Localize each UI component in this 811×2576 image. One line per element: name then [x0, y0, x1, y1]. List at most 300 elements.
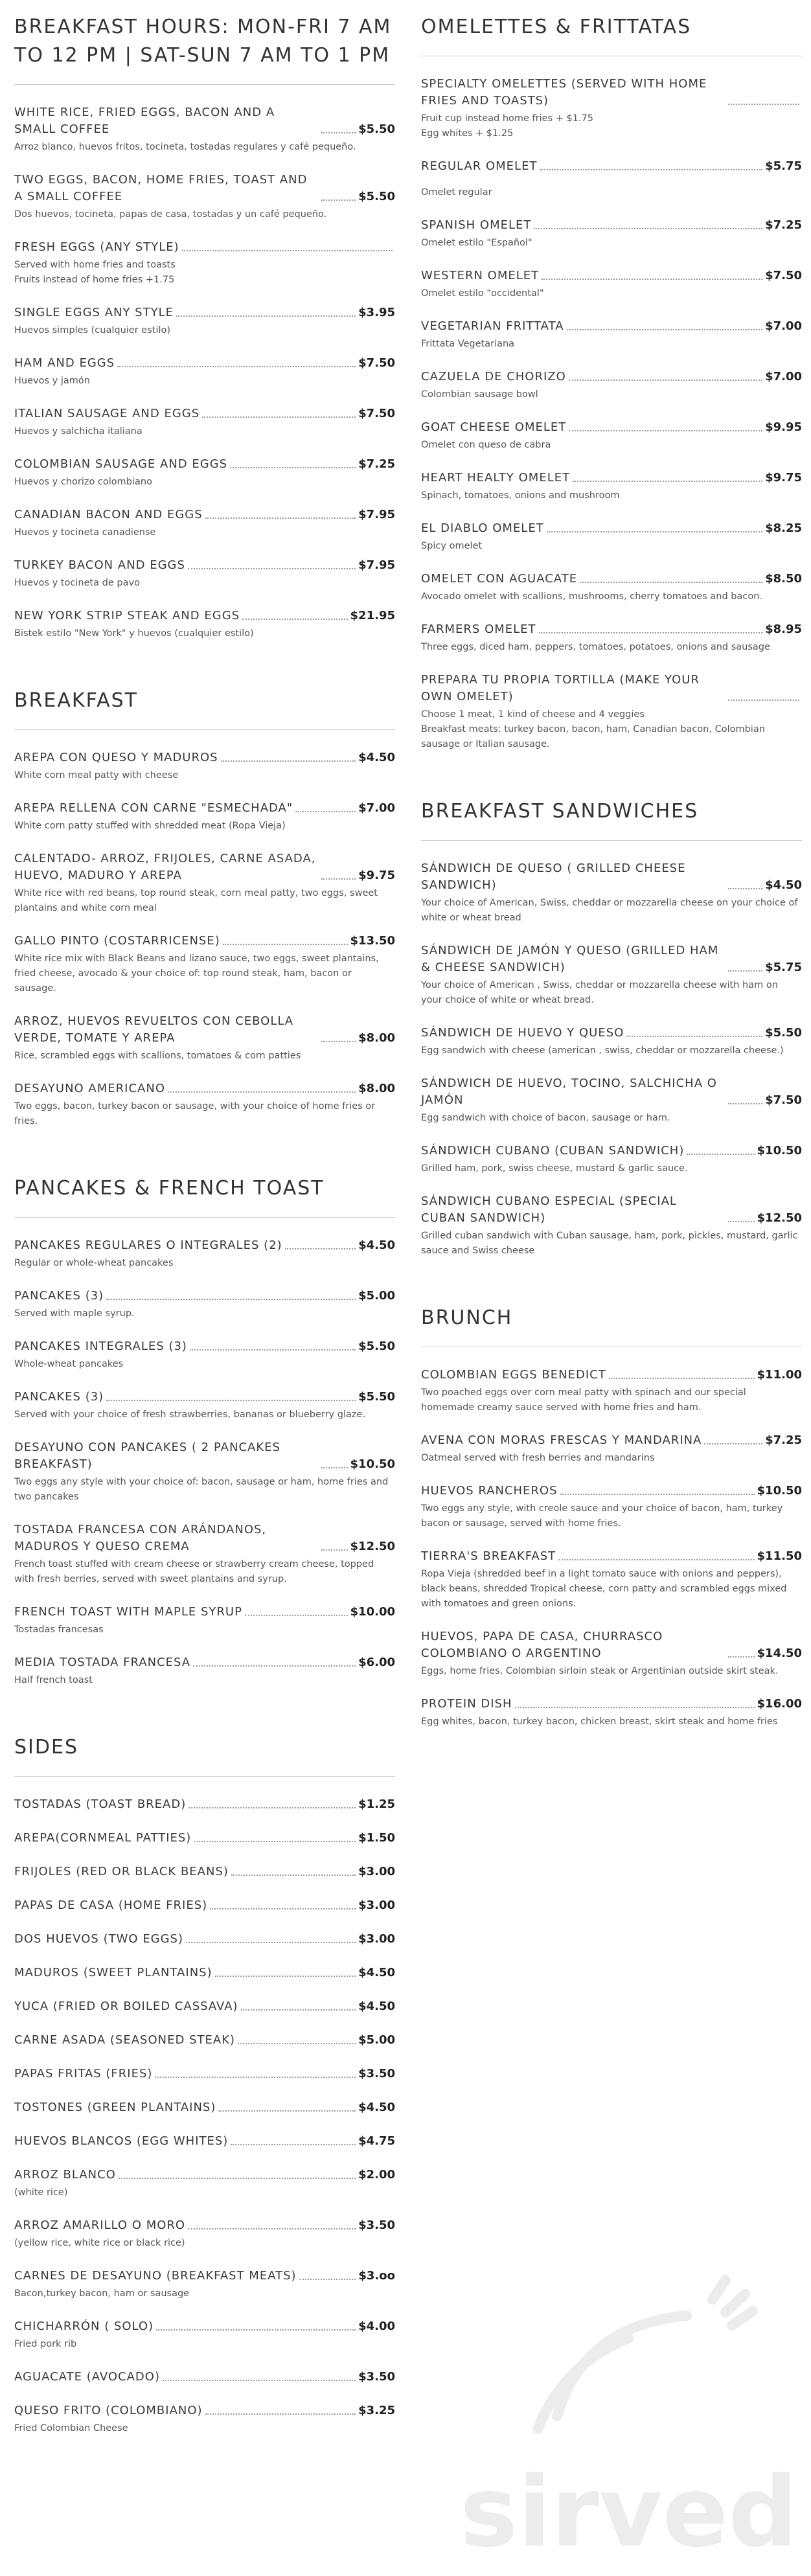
- menu-item-description: Two eggs, bacon, turkey bacon or sausage, with your choice of home fries or fries.: [14, 1101, 376, 1126]
- menu-item-header: [421, 1432, 802, 1449]
- menu-item: [14, 1522, 395, 1587]
- menu-item-header: [421, 571, 802, 587]
- menu-item-name: SINGLE EGGS ANY STYLE: [14, 306, 174, 319]
- dotted-leader: [182, 250, 393, 251]
- dotted-leader: [321, 1467, 348, 1468]
- menu-item-name: SÁNDWICH DE QUESO ( GRILLED CHEESE SANDWICH): [421, 861, 686, 892]
- menu-item: [421, 1548, 802, 1612]
- section-divider: [14, 729, 395, 730]
- menu-item-header: [14, 1237, 395, 1254]
- menu-item: [14, 405, 395, 439]
- menu-item-description: Rice, scrambled eggs with scallions, tomatoes & corn patties: [14, 1051, 301, 1061]
- dotted-leader: [295, 811, 356, 812]
- menu-item: [14, 355, 395, 389]
- dotted-leader: [188, 568, 356, 569]
- menu-item-description: Bistek estilo "New York" y huevos (cualquier estilo): [14, 628, 254, 639]
- menu-item-description: Served with your choice of fresh strawberries, bananas or blueberry glaze.: [14, 1409, 366, 1420]
- menu-item: [14, 749, 395, 783]
- menu-item-name: SPECIALTY OMELETTES (SERVED WITH HOME FRIES AND TOASTS): [421, 77, 707, 108]
- menu-item-name: DESAYUNO AMERICANO: [14, 1082, 165, 1095]
- menu-item-name: FRIJOLES (RED OR BLACK BEANS): [14, 1865, 229, 1878]
- menu-item: [14, 2133, 395, 2150]
- menu-item-name: GOAT CHEESE OMELET: [421, 420, 567, 434]
- menu-item-description: Grilled ham, pork, swiss cheese, mustard & garlic sauce.: [421, 1163, 688, 1174]
- dotted-leader: [728, 888, 762, 889]
- menu-item-name: CARNES DE DESAYUNO (BREAKFAST MEATS): [14, 2269, 297, 2283]
- menu-item-name: ARROZ, HUEVOS REVUELTOS CON CEBOLLA VERDE, TOMATE Y AREPA: [14, 1014, 294, 1045]
- menu-item-header: [14, 304, 395, 321]
- menu-item: [421, 1193, 802, 1259]
- menu-item-name: PAPAS DE CASA (HOME FRIES): [14, 1898, 208, 1912]
- menu-item-description: Egg sandwich with choice of bacon, sausage or ham.: [421, 1113, 670, 1123]
- menu-item-description: Fruit cup instead home fries + $1.75: [421, 113, 593, 124]
- menu-item-header: [14, 933, 395, 950]
- menu-item-name: ARROZ AMARILLO O MORO: [14, 2218, 186, 2232]
- menu-item: [421, 1432, 802, 1466]
- menu-item: [14, 1288, 395, 1321]
- menu-item-description: Frittata Vegetariana: [421, 339, 515, 349]
- menu-item-price: $5.50: [358, 1339, 395, 1353]
- menu-item-header: [14, 104, 395, 138]
- menu-item-price: $9.95: [765, 420, 802, 434]
- dotted-leader: [569, 380, 762, 381]
- dotted-leader: [221, 760, 356, 762]
- menu-item-description: Oatmeal served with fresh berries and mandarins: [421, 1453, 655, 1463]
- menu-item-name: VEGETARIAN FRITTATA: [421, 319, 564, 333]
- section-divider: [14, 1217, 395, 1218]
- menu-item-header: [421, 1696, 802, 1713]
- menu-item: [421, 621, 802, 655]
- menu-item-price: $21.95: [350, 609, 395, 622]
- menu-item-price: $8.50: [765, 572, 802, 586]
- menu-item-price: $3.50: [358, 2370, 395, 2384]
- menu-item-description: Tostadas francesas: [14, 1624, 104, 1635]
- menu-item-price: $7.00: [358, 801, 395, 815]
- menu-item-header: [14, 1796, 395, 1813]
- menu-item-price: $8.95: [765, 622, 802, 636]
- menu-item: [14, 172, 395, 222]
- menu-item-header: [421, 268, 802, 284]
- menu-item: [421, 76, 802, 141]
- menu-item: [421, 1367, 802, 1415]
- menu-item-name: CHICHARRÓN ( SOLO): [14, 2320, 154, 2333]
- dotted-leader: [321, 878, 356, 880]
- menu-item-name: ITALIAN SAUSAGE AND EGGS: [14, 407, 200, 420]
- menu-item-header: [14, 2133, 395, 2150]
- dotted-leader: [547, 531, 762, 532]
- menu-item-header: [14, 2099, 395, 2116]
- dotted-leader: [218, 2110, 356, 2112]
- menu-item-header: [421, 1548, 802, 1565]
- dotted-leader: [321, 132, 356, 133]
- menu-item-name: EL DIABLO OMELET: [421, 521, 544, 535]
- dotted-leader: [230, 467, 356, 468]
- menu-section-breakfast: [14, 687, 395, 1129]
- dotted-leader: [580, 582, 762, 583]
- watermark-text: sirved: [460, 2456, 790, 2565]
- menu-item-name: TWO EGGS, BACON, HOME FRIES, TOAST AND A SMALL COFFEE: [14, 173, 308, 203]
- menu-item-name: AREPA(CORNMEAL PATTIES): [14, 1831, 192, 1845]
- menu-item-header: [14, 239, 395, 256]
- menu-item-price: $4.50: [358, 2101, 395, 2114]
- menu-item-name: DOS HUEVOS (TWO EGGS): [14, 1932, 183, 1946]
- menu-item: [14, 1604, 395, 1637]
- right-column: [421, 13, 802, 1775]
- dotted-leader: [728, 970, 762, 972]
- dotted-leader: [106, 1400, 356, 1401]
- dotted-leader: [231, 1875, 356, 1876]
- menu-item-price: $6.00: [358, 1656, 395, 1669]
- menu-item-header: [421, 76, 802, 109]
- menu-item-name: HUEVOS, PAPA DE CASA, CHURRASCO COLOMBIANO O ARGENTINO: [421, 1630, 663, 1660]
- menu-item-price: $5.00: [358, 2033, 395, 2047]
- menu-item-description: White corn meal patty with cheese: [14, 770, 179, 781]
- menu-item-price: $3.50: [358, 2067, 395, 2080]
- menu-item-price: $2.00: [358, 2168, 395, 2182]
- menu-item: [14, 1080, 395, 1129]
- menu-item-description: Two poached eggs over corn meal patty with spinach and our special homemade creamy sauce served with home fries and ham.: [421, 1387, 746, 1413]
- menu-item: [14, 2217, 395, 2251]
- menu-item-price: $8.25: [765, 521, 802, 535]
- menu-item-price: $3.95: [358, 306, 395, 319]
- dotted-leader: [540, 169, 762, 170]
- menu-item-header: [14, 2032, 395, 2049]
- menu-item: [421, 1483, 802, 1531]
- menu-item-header: [14, 1931, 395, 1948]
- menu-item: [14, 104, 395, 155]
- dotted-leader: [321, 199, 356, 201]
- menu-item-price: $7.50: [358, 407, 395, 420]
- menu-item: [14, 456, 395, 490]
- dotted-leader: [321, 1041, 356, 1042]
- menu-item-name: TOSTONES (GREEN PLANTAINS): [14, 2101, 216, 2114]
- menu-item-header: [14, 850, 395, 884]
- menu-item-name: QUESO FRITO (COLOMBIANO): [14, 2404, 203, 2417]
- menu-item-header: [421, 1193, 802, 1227]
- menu-item-price: $7.50: [765, 1093, 802, 1107]
- dotted-leader: [119, 2178, 356, 2179]
- menu-item-price: $5.50: [358, 122, 395, 136]
- menu-item: [14, 2402, 395, 2436]
- menu-item: [14, 1338, 395, 1372]
- menu-item-header: [14, 1338, 395, 1355]
- menu-item: [421, 158, 802, 200]
- menu-item-name: SÁNDWICH DE JAMÓN Y QUESO (GRILLED HAM & CHEESE SANDWICH): [421, 944, 719, 974]
- menu-item-description: Huevos y tocineta canadiense: [14, 527, 156, 538]
- menu-item-name: NEW YORK STRIP STEAK AND EGGS: [14, 609, 240, 622]
- menu-item-price: $10.00: [350, 1605, 395, 1619]
- menu-item-name: SÁNDWICH DE HUEVO, TOCINO, SALCHICHA O JAMÓN: [421, 1077, 717, 1107]
- dotted-leader: [687, 1154, 754, 1155]
- menu-item-description: Grilled cuban sandwich with Cuban sausage, ham, pork, pickles, mustard, garlic sauce and Swiss cheese: [421, 1231, 798, 1256]
- menu-item: [14, 2369, 395, 2386]
- menu-item-price: $4.50: [358, 1966, 395, 1979]
- menu-item: [14, 800, 395, 834]
- section-title: OMELETTES & FRITTATAS: [421, 16, 692, 38]
- menu-item-price: $7.00: [765, 319, 802, 333]
- menu-item-description: Egg whites, bacon, turkey bacon, chicken breast, skirt steak and home fries: [421, 1716, 778, 1727]
- section-title: BREAKFAST HOURS: MON-FRI 7 AM TO 12 PM | SAT-SUN 7 AM TO 1 PM: [14, 16, 392, 67]
- menu-item-description: Whole-wheat pancakes: [14, 1359, 124, 1369]
- menu-item-price: $10.50: [757, 1144, 802, 1157]
- menu-item: [421, 369, 802, 402]
- menu-item-description: (yellow rice, white rice or black rice): [14, 2238, 185, 2248]
- menu-item-name: REGULAR OMELET: [421, 159, 538, 173]
- menu-item-name: TOSTADA FRANCESA CON ARÁNDANOS, MADUROS Y QUESO CREMA: [14, 1523, 267, 1553]
- dotted-leader: [728, 1221, 755, 1222]
- menu-item-name: SÁNDWICH CUBANO ESPECIAL (SPECIAL CUBAN SANDWICH): [421, 1194, 677, 1225]
- dotted-leader: [205, 2413, 356, 2415]
- dotted-leader: [241, 2009, 356, 2011]
- menu-item: [14, 1796, 395, 1813]
- menu-item-price: $10.50: [757, 1484, 802, 1498]
- menu-item: [421, 672, 802, 752]
- menu-item-price: $5.50: [358, 190, 395, 203]
- menu-item-price: $14.50: [757, 1647, 802, 1660]
- menu-item-description: (white rice): [14, 2187, 68, 2198]
- menu-item-price: $4.75: [358, 2134, 395, 2148]
- menu-item-name: HAM AND EGGS: [14, 356, 115, 370]
- section-title: BRUNCH: [421, 1306, 513, 1329]
- menu-item: [421, 1696, 802, 1729]
- dotted-leader: [194, 1841, 356, 1842]
- menu-item-description: White corn patty stuffed with shredded meat (Ropa Vieja): [14, 821, 286, 831]
- dotted-leader: [515, 1707, 755, 1708]
- menu-item-header: [421, 470, 802, 486]
- dotted-leader: [321, 1549, 348, 1551]
- menu-section-sides: [14, 1733, 395, 2436]
- menu-item-description: Arroz blanco, huevos fritos, tocineta, tostadas regulares y café pequeño.: [14, 142, 356, 152]
- menu-item-description: Egg sandwich with cheese (american , swiss, cheddar or mozzarella cheese.): [421, 1045, 784, 1056]
- fork-knife-plate-icon: [453, 2254, 790, 2565]
- section-title: PANCAKES & FRENCH TOAST: [14, 1177, 325, 1200]
- menu-item: [14, 608, 395, 641]
- menu-item-header: [14, 1439, 395, 1473]
- menu-item-name: PANCAKES INTEGRALES (3): [14, 1339, 187, 1353]
- menu-item-name: CARNE ASADA (SEASONED STEAK): [14, 2033, 235, 2047]
- dotted-leader: [223, 944, 348, 945]
- menu-item: [421, 217, 802, 251]
- sirved-watermark: [453, 2254, 790, 2565]
- menu-item: [421, 1628, 802, 1679]
- menu-item-description: Choose 1 meat, 1 kind of cheese and 4 veggies: [421, 709, 645, 720]
- menu-item-header: [421, 419, 802, 436]
- menu-item-description: Your choice of American , Swiss, cheddar or mozzarella cheese with ham on your choice of white or wheat bread.: [421, 980, 778, 1005]
- menu-item: [14, 2032, 395, 2049]
- dotted-leader: [190, 1349, 356, 1351]
- menu-item-header: [14, 1604, 395, 1621]
- menu-section-pancakes-french-toast: [14, 1174, 395, 1688]
- dotted-leader: [569, 430, 762, 431]
- menu-item: [14, 557, 395, 591]
- dotted-leader: [558, 1559, 754, 1560]
- dotted-leader: [238, 2043, 356, 2044]
- menu-item: [421, 318, 802, 352]
- menu-item-price: $5.75: [765, 961, 802, 974]
- menu-item-name: OMELET CON AGUACATE: [421, 572, 578, 586]
- menu-item: [421, 419, 802, 453]
- section-divider: [421, 840, 802, 841]
- menu-item-header: [14, 1013, 395, 1047]
- menu-item-price: $16.00: [757, 1697, 802, 1711]
- menu-item-header: [14, 1288, 395, 1305]
- menu-item: [421, 860, 802, 926]
- menu-item-description: Omelet con queso de cabra: [421, 440, 551, 450]
- dotted-leader: [539, 632, 763, 633]
- menu-item-price: $7.50: [358, 356, 395, 370]
- menu-section-omelettes-frittatas: [421, 13, 802, 752]
- dotted-leader: [202, 416, 356, 418]
- menu-item: [421, 268, 802, 301]
- menu-item-header: [421, 217, 802, 234]
- menu-item-price: $7.25: [358, 457, 395, 471]
- dotted-leader: [231, 2144, 356, 2145]
- dotted-leader: [728, 104, 799, 105]
- menu-item-price: $7.25: [765, 218, 802, 232]
- menu-item-name: MADUROS (SWEET PLANTAINS): [14, 1966, 212, 1979]
- dotted-leader: [168, 1091, 356, 1093]
- menu-item-name: SÁNDWICH DE HUEVO Y QUESO: [421, 1026, 624, 1040]
- menu-item-header: [421, 1628, 802, 1662]
- menu-item: [421, 470, 802, 503]
- menu-item-description: Served with home fries and toasts: [14, 260, 176, 270]
- dotted-leader: [567, 329, 763, 330]
- menu-item-name: TOSTADAS (TOAST BREAD): [14, 1797, 187, 1811]
- menu-item-description: Dos huevos, tocineta, papas de casa, tostadas y un café pequeño.: [14, 209, 327, 220]
- dotted-leader: [186, 1942, 356, 1943]
- menu-item-price: $7.50: [765, 269, 802, 282]
- menu-item: [421, 1025, 802, 1058]
- menu-item-price: $4.50: [358, 2000, 395, 2013]
- menu-item-name: CAZUELA DE CHORIZO: [421, 370, 566, 383]
- menu-item-name: SPANISH OMELET: [421, 218, 532, 232]
- menu-item-price: $4.50: [358, 751, 395, 764]
- menu-item-header: [14, 800, 395, 817]
- menu-item-price: $11.50: [757, 1549, 802, 1563]
- menu-item-name: PROTEIN DISH: [421, 1697, 512, 1711]
- menu-item-description: Spinach, tomatoes, onions and mushroom: [421, 490, 620, 501]
- dotted-leader: [188, 1807, 356, 1808]
- menu-item-header: [421, 318, 802, 335]
- menu-item-price: $5.50: [358, 1390, 395, 1404]
- dotted-leader: [117, 366, 356, 367]
- menu-item-header: [14, 355, 395, 372]
- menu-item-price: $12.50: [350, 1540, 395, 1553]
- dotted-leader: [299, 2279, 356, 2280]
- menu-item-price: $1.25: [358, 1797, 395, 1811]
- menu-item-name: MEDIA TOSTADA FRANCESA: [14, 1656, 191, 1669]
- menu-item-description: Huevos simples (cualquier estilo): [14, 325, 171, 336]
- menu-item-name: ARROZ BLANCO: [14, 2168, 116, 2182]
- menu-item-description: Egg whites + $1.25: [421, 128, 514, 139]
- section-divider: [14, 1776, 395, 1777]
- menu-item: [14, 1013, 395, 1064]
- menu-item-name: TIERRA'S BREAKFAST: [421, 1549, 556, 1563]
- menu-item-price: $5.50: [765, 1026, 802, 1040]
- dotted-leader: [205, 518, 356, 519]
- menu-item: [14, 1654, 395, 1688]
- dotted-leader: [215, 1976, 356, 1977]
- menu-item-description: Fried Colombian Cheese: [14, 2423, 128, 2434]
- menu-item-header: [14, 1998, 395, 2015]
- menu-item: [14, 1830, 395, 1847]
- menu-item-description: Fruits instead of home fries +1.75: [14, 275, 175, 285]
- menu-item-description: White rice mix with Black Beans and lizano sauce, two eggs, sweet plantains, fried cheese, avocado & your choice of: top round steak, ham, bacon or sausage.: [14, 953, 379, 994]
- menu-item-description: Huevos y tocineta de pavo: [14, 578, 140, 588]
- menu-item-header: [14, 749, 395, 766]
- menu-section-brunch: [421, 1304, 802, 1729]
- menu-item-name: WHITE RICE, FRIED EGGS, BACON AND A SMALL COFFEE: [14, 106, 275, 136]
- menu-item-name: PANCAKES (3): [14, 1289, 104, 1303]
- section-title: SIDES: [14, 1736, 78, 1759]
- dotted-leader: [573, 481, 762, 482]
- menu-item-name: GALLO PINTO (COSTARRICENSE): [14, 934, 220, 948]
- menu-item-description: Omelet estilo "occidental": [421, 288, 544, 299]
- menu-item-header: [14, 2369, 395, 2386]
- menu-item-header: [14, 405, 395, 422]
- menu-item-description: Colombian sausage bowl: [421, 389, 538, 400]
- menu-item-header: [421, 158, 802, 175]
- menu-item-description: Served with maple syrup.: [14, 1308, 135, 1319]
- dotted-leader: [188, 2228, 356, 2229]
- menu-item-price: $8.00: [358, 1082, 395, 1095]
- dotted-leader: [245, 1615, 348, 1616]
- menu-item: [14, 2167, 395, 2200]
- menu-item-description: Bacon,turkey bacon, ham or sausage: [14, 2288, 190, 2299]
- menu-item-header: [14, 1864, 395, 1880]
- menu-item: [14, 304, 395, 338]
- menu-item-header: [421, 621, 802, 638]
- dotted-leader: [560, 1494, 755, 1495]
- menu-item-description: Two eggs any style, with creole sauce and your choice of bacon, ham, turkey bacon or sausage, served with home fries.: [421, 1503, 783, 1529]
- menu-item-name: TURKEY BACON AND EGGS: [14, 558, 185, 572]
- menu-item-name: HUEVOS RANCHEROS: [421, 1484, 558, 1498]
- menu-item: [14, 1931, 395, 1948]
- section-title: BREAKFAST: [14, 689, 138, 712]
- menu-item-header: [14, 1830, 395, 1847]
- menu-item-name: PAPAS FRITAS (FRIES): [14, 2067, 153, 2080]
- menu-item-header: [14, 1965, 395, 1981]
- menu-item-header: [14, 2167, 395, 2183]
- menu-item-name: WESTERN OMELET: [421, 269, 540, 282]
- menu-item-header: [14, 507, 395, 523]
- menu-item-name: PANCAKES (3): [14, 1390, 104, 1404]
- menu-item-description: Regular or whole-wheat pancakes: [14, 1258, 174, 1268]
- menu-item-header: [421, 1483, 802, 1499]
- menu-item-price: $3.00: [358, 1865, 395, 1878]
- dotted-leader: [163, 2380, 356, 2381]
- menu-item-name: PANCAKES REGULARES O INTEGRALES (2): [14, 1238, 282, 1252]
- menu-item-name: COLOMBIAN SAUSAGE AND EGGS: [14, 457, 228, 471]
- menu-item-header: [421, 1143, 802, 1159]
- menu-item: [421, 1075, 802, 1126]
- menu-item-price: $4.00: [358, 2320, 395, 2333]
- menu-item-name: SÁNDWICH CUBANO (CUBAN SANDWICH): [421, 1144, 685, 1157]
- menu-item-description: White rice with red beans, top round steak, corn meal patty, two eggs, sweet plantains and white corn meal: [14, 888, 378, 913]
- menu-item-description: Three eggs, diced ham, peppers, tomatoes, potatoes, onions and sausage: [421, 642, 770, 652]
- menu-item: [14, 2268, 395, 2301]
- menu-item-price: $5.00: [358, 1289, 395, 1303]
- menu-item-name: CALENTADO- ARROZ, FRIJOLES, CARNE ASADA, HUEVO, MADURO Y AREPA: [14, 852, 316, 882]
- dotted-leader: [242, 619, 347, 620]
- menu-item-name: CANADIAN BACON AND EGGS: [14, 508, 203, 521]
- dotted-leader: [728, 1103, 762, 1104]
- menu-item-name: DESAYUNO CON PANCAKES ( 2 PANCAKES BREAKFAST): [14, 1441, 280, 1471]
- menu-item-name: FRENCH TOAST WITH MAPLE SYRUP: [14, 1605, 242, 1619]
- menu-item: [421, 520, 802, 554]
- menu-item: [14, 933, 395, 996]
- menu-item-price: $3.00: [358, 1932, 395, 1946]
